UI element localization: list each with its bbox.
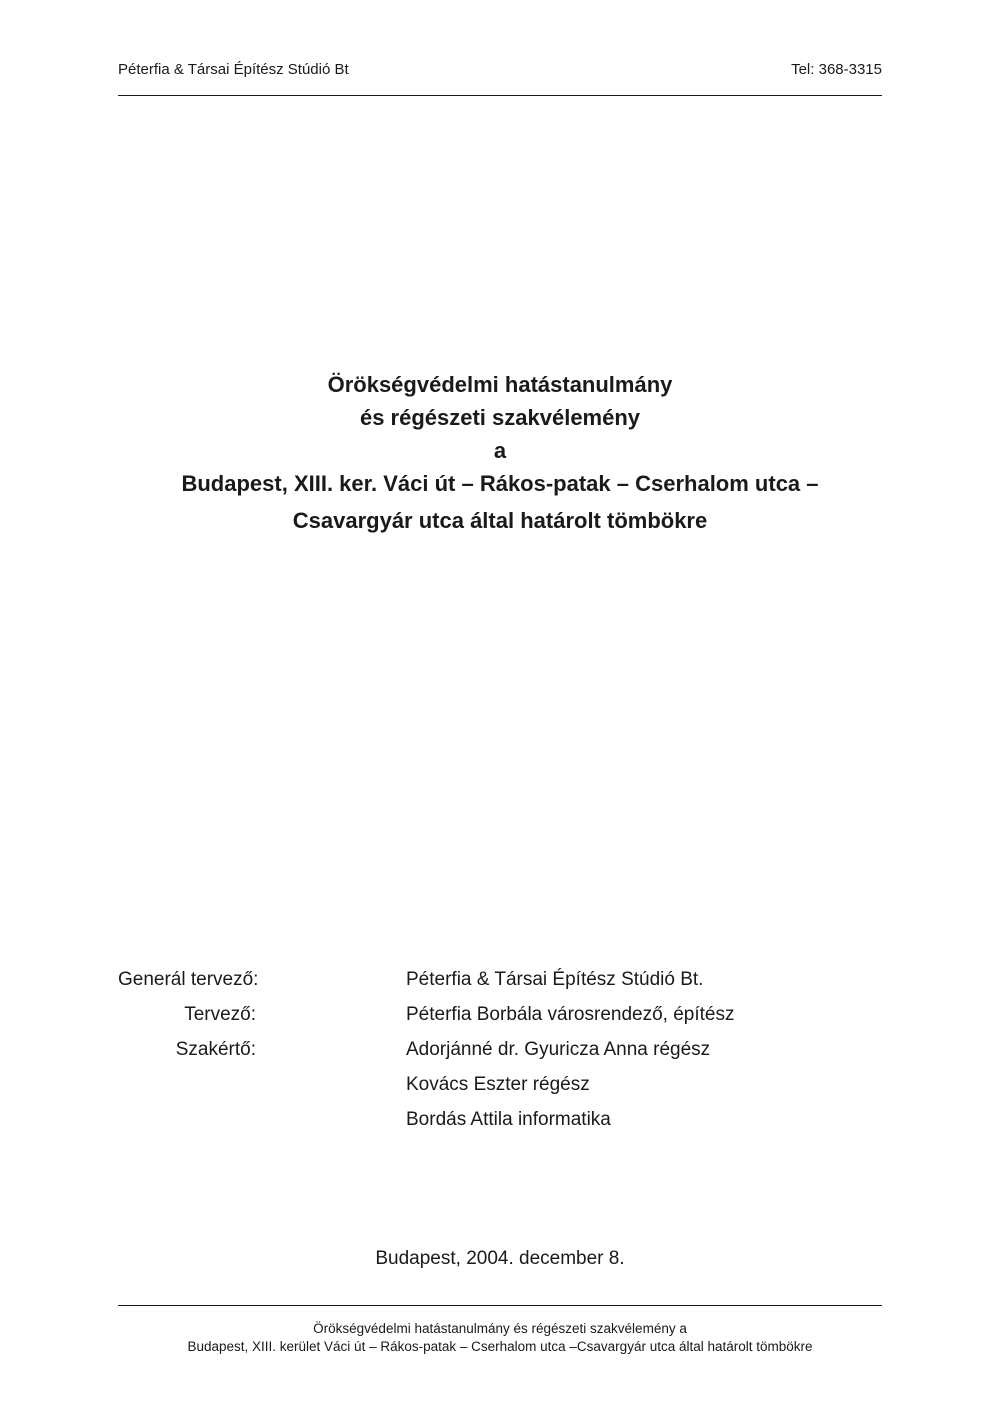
- page-footer: [0, 1320, 1000, 1356]
- expert-label: Szakértő:: [175, 1039, 256, 1060]
- expert-name-3: Bordás Attila informatika: [406, 1109, 611, 1130]
- expert-name-2: Kovács Eszter régész: [406, 1074, 590, 1095]
- footer-line-2: Budapest, XIII. kerület Váci út – Rákos-patak – Cserhalom utca –Csavargyár utca által határolt tömbökre: [187, 1339, 813, 1354]
- header-phone: Tel: 368-3315: [791, 61, 882, 78]
- document-title: [0, 368, 1000, 537]
- title-line-4: Budapest, XIII. ker. Váci út – Rákos-patak – Cserhalom utca –: [181, 471, 819, 496]
- title-line-3: a: [493, 438, 507, 463]
- footer-line-1: Örökségvédelmi hatástanulmány és régészeti szakvélemény a: [313, 1321, 687, 1336]
- title-line-1: Örökségvédelmi hatástanulmány: [327, 372, 673, 397]
- header-company: Péterfia & Társai Építész Stúdió Bt: [118, 61, 349, 78]
- general-designer-label: Generál tervező:: [118, 969, 259, 990]
- title-line-2: és régészeti szakvélemény: [359, 405, 641, 430]
- header-divider: [118, 95, 882, 96]
- footer-divider: [118, 1305, 882, 1306]
- general-designer-name: Péterfia & Társai Építész Stúdió Bt.: [406, 969, 704, 990]
- document-date: Budapest, 2004. december 8.: [375, 1248, 625, 1269]
- designer-name: Péterfia Borbála városrendező, építész: [406, 1004, 735, 1025]
- page-header: [118, 61, 882, 81]
- expert-name-1: Adorjánné dr. Gyuricza Anna régész: [406, 1039, 711, 1060]
- designer-label: Tervező:: [184, 1004, 256, 1025]
- title-line-5: Csavargyár utca által határolt tömbökre: [292, 508, 708, 533]
